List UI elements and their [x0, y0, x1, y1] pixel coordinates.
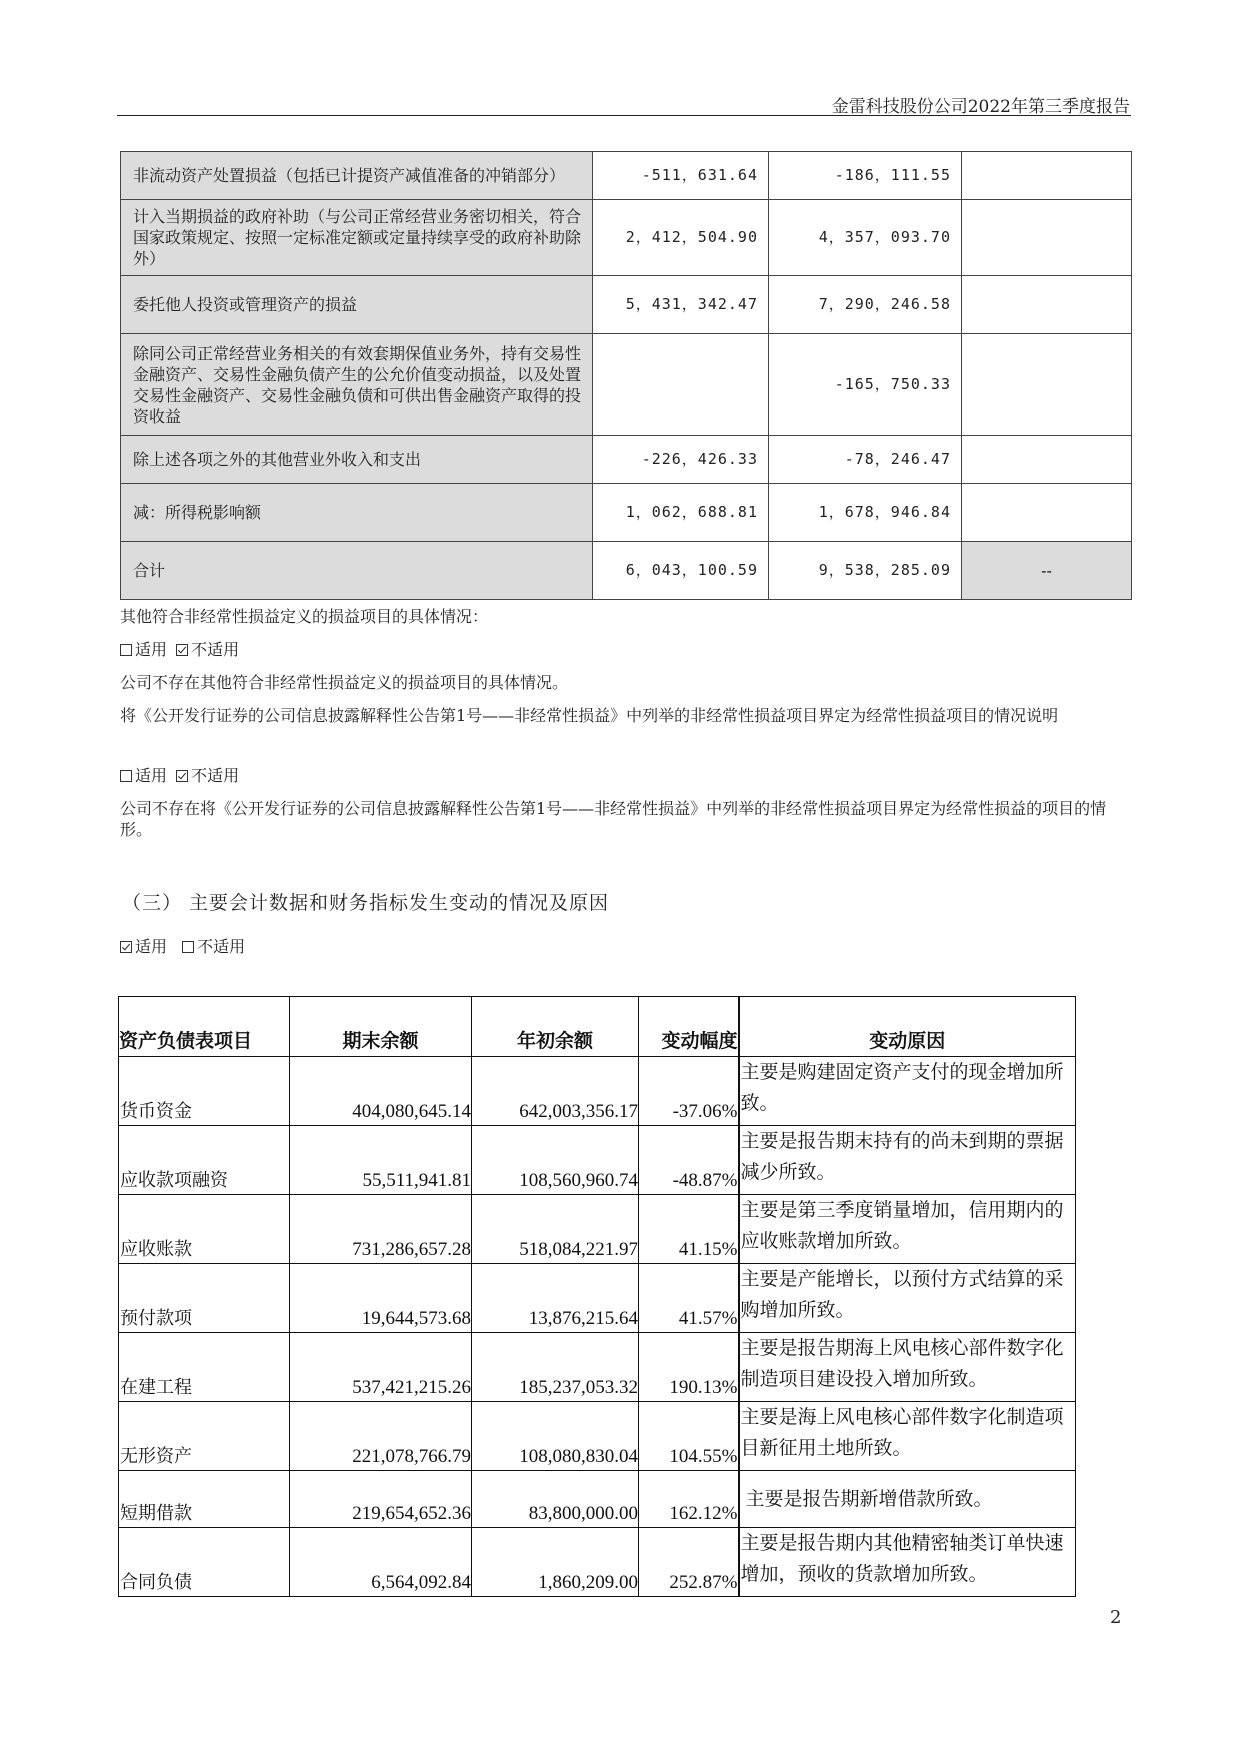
cell-reason: 主要是报告期新增借款所致。	[739, 1471, 1076, 1528]
cell-change: -48.87%	[639, 1126, 739, 1195]
no-reclassification-statement: 公司不存在将《公开发行证券的公司信息披露解释性公告第1号——非经常性损益》中列举的非经常性损益项目界定为经常性损益的项目的情形。	[120, 799, 1107, 839]
row-item: 除上述各项之外的其他营业外收入和支出	[121, 436, 593, 484]
row-ytd: -186，111.55	[769, 152, 962, 200]
table-row	[119, 1471, 1076, 1528]
row-current: 5，431，342.47	[593, 276, 769, 334]
row-item: 除同公司正常经营业务相关的有效套期保值业务外，持有交易性金融资产、交易性金融负债产生的公允价值变动损益，以及处置交易性金融资产、交易性金融负债和可供出售金融资产取得的投资收益	[121, 334, 593, 436]
header-change: 变动幅度	[639, 997, 739, 1057]
row-note	[962, 276, 1132, 334]
report-header-title: 金雷科技股份公司2022年第三季度报告	[831, 97, 1130, 117]
cell-reason: 主要是第三季度销量增加，信用期内的应收账款增加所致。	[739, 1195, 1076, 1264]
cell-change: 41.57%	[639, 1264, 739, 1333]
cell-reason: 主要是购建固定资产支付的现金增加所致。	[739, 1057, 1076, 1126]
cell-end-balance: 19,644,573.68	[290, 1264, 472, 1333]
row-note	[962, 436, 1132, 484]
cell-item: 货币资金	[119, 1057, 290, 1126]
header-item: 资产负债表项目	[119, 997, 290, 1057]
table-row	[121, 334, 1132, 436]
cell-begin-balance: 83,800,000.00	[472, 1471, 639, 1528]
table-row	[119, 1264, 1076, 1333]
table-row	[121, 200, 1132, 276]
row-current: -226，426.33	[593, 436, 769, 484]
header-begin-balance: 年初余额	[472, 997, 639, 1057]
row-note: --	[962, 542, 1132, 600]
table-row	[119, 1126, 1076, 1195]
row-item: 计入当期损益的政府补助（与公司正常经营业务密切相关，符合国家政策规定、按照一定标准定额或定量持续享受的政府补助除外）	[121, 200, 593, 276]
table-row	[121, 484, 1132, 542]
cell-reason: 主要是报告期末持有的尚未到期的票据减少所致。	[739, 1126, 1076, 1195]
cell-begin-balance: 108,560,960.74	[472, 1126, 639, 1195]
cell-reason: 主要是报告期海上风电核心部件数字化制造项目建设投入增加所致。	[739, 1333, 1076, 1402]
header-rule	[117, 115, 1131, 116]
row-current: -511，631.64	[593, 152, 769, 200]
cell-end-balance: 55,511,941.81	[290, 1126, 472, 1195]
cell-begin-balance: 642,003,356.17	[472, 1057, 639, 1126]
checkbox-empty-icon	[120, 644, 132, 656]
checkbox-checked-icon	[176, 644, 188, 656]
cell-change: 41.15%	[639, 1195, 739, 1264]
row-item: 减：所得税影响额	[121, 484, 593, 542]
table-row	[119, 1333, 1076, 1402]
option-applicable: 适用	[135, 640, 168, 659]
cell-item: 无形资产	[119, 1402, 290, 1471]
row-ytd: 4，357，093.70	[769, 200, 962, 276]
cell-begin-balance: 13,876,215.64	[472, 1264, 639, 1333]
applicability-options-2	[120, 765, 1131, 786]
table-row	[119, 1195, 1076, 1264]
row-current: 2，412，504.90	[593, 200, 769, 276]
table-row-total	[121, 542, 1132, 600]
cell-item: 应收账款	[119, 1195, 290, 1264]
table-row	[121, 436, 1132, 484]
table-header-row	[119, 997, 1076, 1057]
row-note	[962, 334, 1132, 436]
table-row	[121, 276, 1132, 334]
cell-end-balance: 731,286,657.28	[290, 1195, 472, 1264]
no-other-items-statement: 公司不存在其他符合非经常性损益定义的损益项目的具体情况。	[120, 673, 569, 692]
cell-change: 252.87%	[639, 1528, 739, 1597]
cell-end-balance: 219,654,652.36	[290, 1471, 472, 1528]
cell-item: 在建工程	[119, 1333, 290, 1402]
table-row	[119, 1402, 1076, 1471]
cell-change: 104.55%	[639, 1402, 739, 1471]
row-ytd: 9，538，285.09	[769, 542, 962, 600]
cell-end-balance: 404,080,645.14	[290, 1057, 472, 1126]
table-row	[119, 1528, 1076, 1597]
table-row	[121, 152, 1132, 200]
row-current: 1，062，688.81	[593, 484, 769, 542]
row-current: 6，043，100.59	[593, 542, 769, 600]
row-ytd: -165，750.33	[769, 334, 962, 436]
option-applicable: 适用	[135, 937, 168, 956]
cell-item: 合同负债	[119, 1528, 290, 1597]
applicability-options-1	[120, 639, 1131, 660]
cell-reason: 主要是产能增长，以预付方式结算的采购增加所致。	[739, 1264, 1076, 1333]
page-number: 2	[1110, 1607, 1122, 1628]
other-items-label: 其他符合非经常性损益定义的损益项目的具体情况：	[120, 607, 489, 626]
nonrecurring-gains-table	[120, 151, 1132, 600]
cell-end-balance: 537,421,215.26	[290, 1333, 472, 1402]
cell-begin-balance: 518,084,221.97	[472, 1195, 639, 1264]
table-row	[119, 1057, 1076, 1126]
row-note	[962, 484, 1132, 542]
checkbox-empty-icon	[182, 941, 194, 953]
cell-item: 应收款项融资	[119, 1126, 290, 1195]
row-ytd: -78，246.47	[769, 436, 962, 484]
cell-end-balance: 6,564,092.84	[290, 1528, 472, 1597]
checkbox-checked-icon	[176, 770, 188, 782]
row-ytd: 1，678，946.84	[769, 484, 962, 542]
header-end-balance: 期末余额	[290, 997, 472, 1057]
option-not-applicable: 不适用	[197, 937, 246, 956]
section-title: （三） 主要会计数据和财务指标发生变动的情况及原因	[122, 892, 610, 914]
cell-begin-balance: 185,237,053.32	[472, 1333, 639, 1402]
row-note	[962, 152, 1132, 200]
cell-change: -37.06%	[639, 1057, 739, 1126]
row-item: 非流动资产处置损益（包括已计提资产减值准备的冲销部分）	[121, 152, 593, 200]
cell-change: 162.12%	[639, 1471, 739, 1528]
checkbox-checked-icon	[120, 941, 132, 953]
cell-change: 190.13%	[639, 1333, 739, 1402]
cell-reason: 主要是海上风电核心部件数字化制造项目新征用土地所致。	[739, 1402, 1076, 1471]
row-item: 委托他人投资或管理资产的损益	[121, 276, 593, 334]
option-not-applicable: 不适用	[191, 640, 240, 659]
checkbox-empty-icon	[120, 770, 132, 782]
row-item: 合计	[121, 542, 593, 600]
header-reason: 变动原因	[739, 997, 1076, 1057]
row-note	[962, 200, 1132, 276]
option-not-applicable: 不适用	[191, 766, 240, 785]
cell-begin-balance: 108,080,830.04	[472, 1402, 639, 1471]
reclassification-description: 将《公开发行证券的公司信息披露解释性公告第1号——非经常性损益》中列举的非经常性损益项目界定为经常性损益项目的情况说明	[120, 706, 1059, 725]
cell-item: 短期借款	[119, 1471, 290, 1528]
row-current	[593, 334, 769, 436]
balance-sheet-change-table	[118, 996, 1076, 1597]
option-applicable: 适用	[135, 766, 168, 785]
cell-end-balance: 221,078,766.79	[290, 1402, 472, 1471]
row-ytd: 7，290，246.58	[769, 276, 962, 334]
cell-begin-balance: 1,860,209.00	[472, 1528, 639, 1597]
cell-item: 预付款项	[119, 1264, 290, 1333]
cell-reason: 主要是报告期内其他精密轴类订单快速增加，预收的货款增加所致。	[739, 1528, 1076, 1597]
applicability-options-3	[120, 936, 1131, 957]
